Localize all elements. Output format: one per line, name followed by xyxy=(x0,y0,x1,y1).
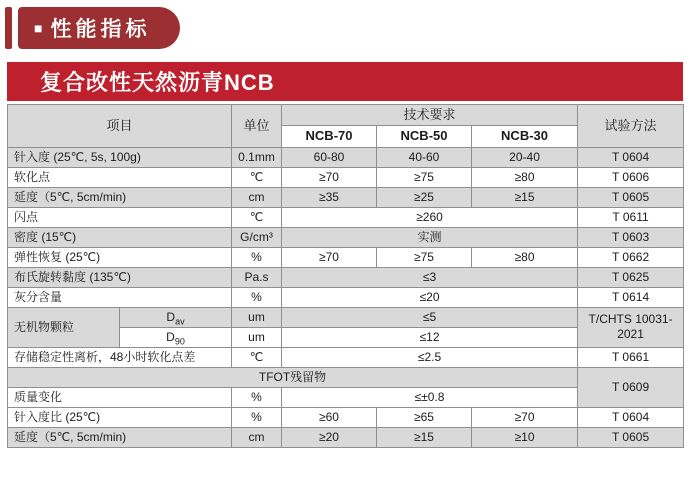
cell-item: 软化点 xyxy=(8,167,232,187)
cell-method: T 0606 xyxy=(578,167,684,187)
cell-unit: um xyxy=(232,307,282,327)
cell-ncb50: ≥25 xyxy=(377,187,472,207)
cell-item: 存储稳定性离析，48小时软化点差 xyxy=(8,347,232,367)
cell-method: T 0604 xyxy=(578,407,684,427)
cell-ncb50: ≥65 xyxy=(377,407,472,427)
cell-unit: ℃ xyxy=(232,347,282,367)
cell-unit: ℃ xyxy=(232,207,282,227)
cell-item-group: 无机物颗粒 xyxy=(8,307,120,347)
section-title: 性能指标 xyxy=(50,18,151,41)
table-row xyxy=(8,307,684,327)
table-row xyxy=(8,267,684,287)
cell-unit: cm xyxy=(232,187,282,207)
col-header-tech-req: 技术要求 xyxy=(282,105,578,126)
table-row xyxy=(8,207,684,227)
cell-value-span: 实测 xyxy=(282,227,578,247)
cell-value-span: ≥260 xyxy=(282,207,578,227)
cell-method: T 0662 xyxy=(578,247,684,267)
cell-ncb30: ≥15 xyxy=(472,187,578,207)
cell-item: 弹性恢复 (25℃) xyxy=(8,247,232,267)
cell-value-span: ≤12 xyxy=(282,327,578,347)
cell-item: 延度（5℃, 5cm/min) xyxy=(8,427,232,447)
cell-ncb50: ≥75 xyxy=(377,247,472,267)
cell-ncb30: 20-40 xyxy=(472,147,578,167)
cell-unit: 0.1mm xyxy=(232,147,282,167)
cell-unit: % xyxy=(232,387,282,407)
cell-item: 延度（5℃, 5cm/min) xyxy=(8,187,232,207)
table-row xyxy=(8,167,684,187)
cell-unit: % xyxy=(232,247,282,267)
table-row xyxy=(8,427,684,447)
spec-table xyxy=(7,104,684,448)
cell-method: T 0605 xyxy=(578,427,684,447)
cell-method: T 0614 xyxy=(578,287,684,307)
cell-value-span: ≤20 xyxy=(282,287,578,307)
table-row xyxy=(8,367,684,387)
cell-method: T 0661 xyxy=(578,347,684,367)
cell-item: 灰分含量 xyxy=(8,287,232,307)
cell-unit: % xyxy=(232,287,282,307)
cell-item-sub: $D_{90}$ xyxy=(120,327,232,347)
cell-ncb50: ≥15 xyxy=(377,427,472,447)
cell-unit: G/cm³ xyxy=(232,227,282,247)
header-row-1 xyxy=(8,105,684,126)
table-row xyxy=(8,227,684,247)
cell-ncb70: ≥70 xyxy=(282,247,377,267)
cell-method: T/CHTS 10031-2021 xyxy=(578,307,684,347)
cell-value-span: ≤2.5 xyxy=(282,347,578,367)
cell-ncb70: ≥20 xyxy=(282,427,377,447)
section-badge xyxy=(18,7,180,49)
section-accent-bar xyxy=(5,7,12,49)
section-header xyxy=(5,7,690,49)
col-header-unit: 单位 xyxy=(232,105,282,148)
table-title: 复合改性天然沥青NCB xyxy=(40,70,275,95)
cell-value-span: ≤5 xyxy=(282,307,578,327)
cell-ncb30: ≥70 xyxy=(472,407,578,427)
cell-section-span: TFOT残留物 xyxy=(8,367,578,387)
cell-ncb30: ≥80 xyxy=(472,247,578,267)
cell-item: 密度 (15℃) xyxy=(8,227,232,247)
cell-unit: ℃ xyxy=(232,167,282,187)
cell-method: T 0605 xyxy=(578,187,684,207)
cell-item: 布氏旋转黏度 (135℃) xyxy=(8,267,232,287)
col-header-test-method: 试验方法 xyxy=(578,105,684,148)
cell-item: 质量变化 xyxy=(8,387,232,407)
cell-unit: % xyxy=(232,407,282,427)
cell-method: T 0611 xyxy=(578,207,684,227)
cell-ncb50: ≥75 xyxy=(377,167,472,187)
table-row xyxy=(8,407,684,427)
cell-value-span: ≤3 xyxy=(282,267,578,287)
cell-ncb70: ≥60 xyxy=(282,407,377,427)
cell-method: T 0604 xyxy=(578,147,684,167)
table-title-banner xyxy=(7,62,683,101)
cell-ncb30: ≥80 xyxy=(472,167,578,187)
grade-header-ncb70: NCB-70 xyxy=(282,126,377,147)
grade-header-ncb50: NCB-50 xyxy=(377,126,472,147)
cell-value-span: ≤±0.8 xyxy=(282,387,578,407)
table-row xyxy=(8,147,684,167)
cell-ncb30: ≥10 xyxy=(472,427,578,447)
square-bullet-icon: ■ xyxy=(34,20,43,36)
table-row xyxy=(8,187,684,207)
cell-method: T 0603 xyxy=(578,227,684,247)
cell-ncb70: 60-80 xyxy=(282,147,377,167)
cell-unit: Pa.s xyxy=(232,267,282,287)
cell-ncb70: ≥35 xyxy=(282,187,377,207)
table-row xyxy=(8,347,684,367)
cell-method: T 0625 xyxy=(578,267,684,287)
cell-ncb50: 40-60 xyxy=(377,147,472,167)
cell-item: 针入度比 (25℃) xyxy=(8,407,232,427)
cell-unit: um xyxy=(232,327,282,347)
cell-item: 针入度 (25℃, 5s, 100g) xyxy=(8,147,232,167)
grade-header-ncb30: NCB-30 xyxy=(472,126,578,147)
cell-method: T 0609 xyxy=(578,367,684,407)
col-header-item: 项目 xyxy=(8,105,232,148)
cell-item: 闪点 xyxy=(8,207,232,227)
cell-ncb70: ≥70 xyxy=(282,167,377,187)
cell-unit: cm xyxy=(232,427,282,447)
cell-item-sub: $D_{av}$ xyxy=(120,307,232,327)
table-row xyxy=(8,247,684,267)
table-row xyxy=(8,287,684,307)
